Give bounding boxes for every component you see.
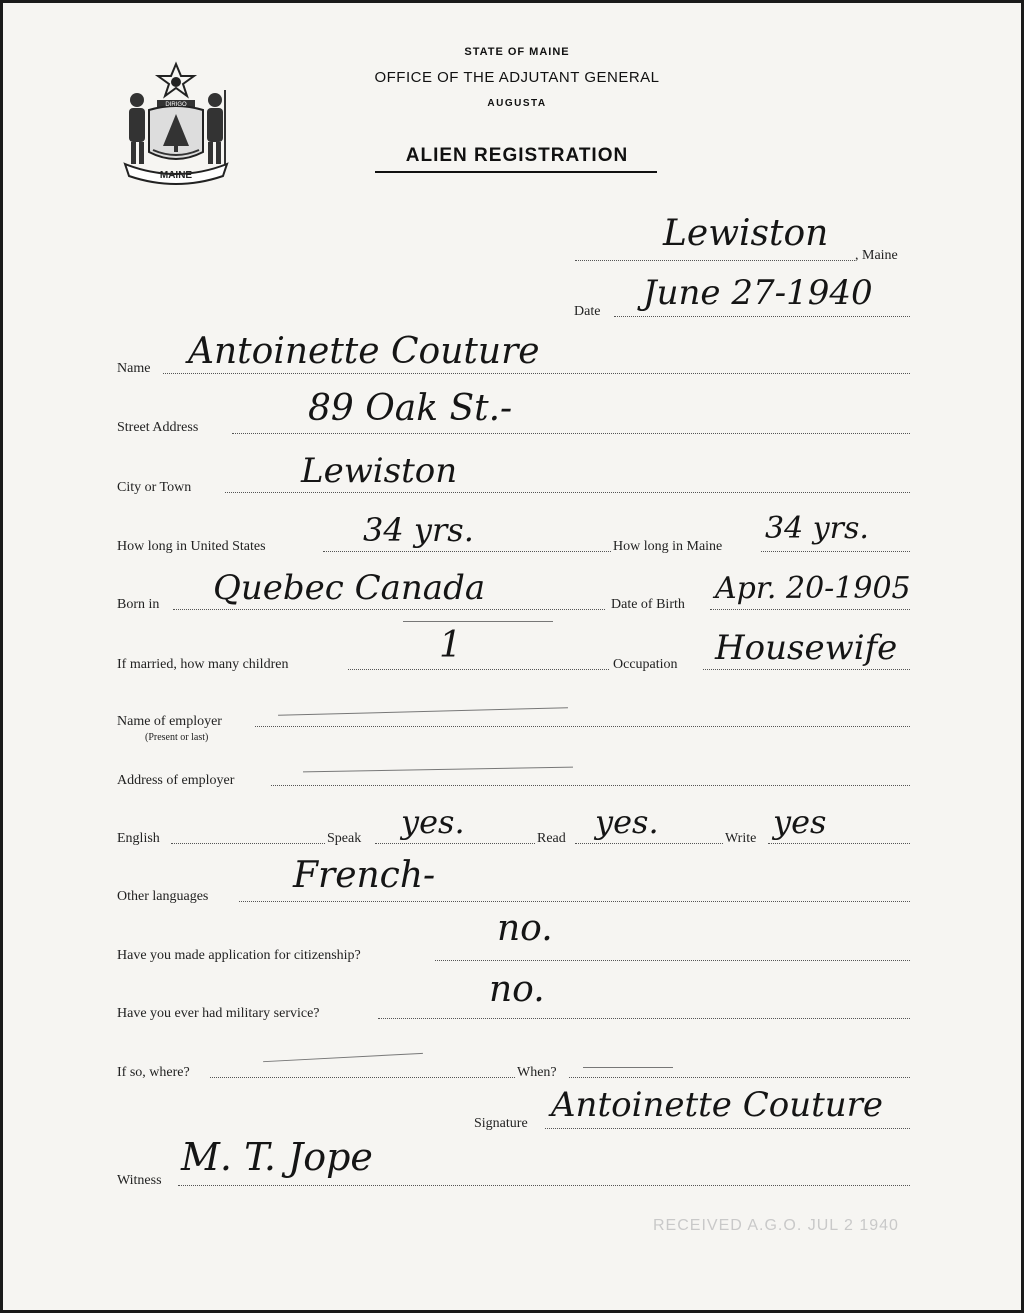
children-line [348, 669, 609, 670]
header-city: AUGUSTA [487, 98, 547, 109]
write-line [768, 843, 910, 844]
name-label: Name [117, 361, 151, 376]
employer-dash-stroke [278, 707, 568, 716]
when-dash-stroke [583, 1067, 673, 1068]
how-long-us-value: 34 yrs. [363, 511, 474, 549]
town-value: Lewiston [663, 213, 829, 254]
header-state: STATE OF MAINE [464, 46, 570, 58]
employer-label: Name of employer [117, 714, 222, 729]
street-line [232, 433, 910, 434]
write-label: Write [725, 831, 757, 846]
born-in-line [173, 609, 605, 610]
children-value: 1 [439, 625, 462, 666]
svg-text:MAINE: MAINE [159, 170, 193, 181]
city-label: City or Town [117, 480, 192, 495]
military-label: Have you ever had military service? [117, 1006, 320, 1021]
how-long-us-label: How long in United States [117, 539, 266, 554]
name-value: Antoinette Couture [188, 331, 540, 372]
citizenship-line [435, 960, 910, 961]
born-in-underline-stroke [403, 621, 553, 622]
how-long-maine-value: 34 yrs. [765, 511, 869, 546]
witness-label: Witness [117, 1173, 162, 1188]
english-line [171, 843, 325, 844]
when-line [569, 1077, 910, 1078]
employer-address-label: Address of employer [117, 773, 235, 788]
where-dash-stroke [263, 1053, 423, 1062]
occupation-value: Housewife [715, 628, 898, 668]
employer-address-line [271, 785, 910, 786]
military-value: no. [489, 969, 545, 1010]
title-underline [375, 171, 657, 173]
form-title: ALIEN REGISTRATION [405, 145, 629, 166]
registration-form [3, 3, 1021, 1310]
write-value: yes [773, 803, 827, 841]
where-line [210, 1077, 515, 1078]
town-line [575, 260, 855, 261]
received-stamp: RECEIVED A.G.O. JUL 2 1940 [653, 1217, 899, 1234]
how-long-maine-label: How long in Maine [613, 539, 723, 554]
speak-value: yes. [401, 803, 465, 841]
dob-label: Date of Birth [611, 597, 685, 612]
city-line [225, 492, 910, 493]
born-in-label: Born in [117, 597, 160, 612]
speak-line [375, 843, 535, 844]
english-label: English [117, 831, 160, 846]
citizenship-value: no. [497, 908, 553, 949]
dob-value: Apr. 20-1905 [715, 571, 911, 606]
military-line [378, 1018, 910, 1019]
born-in-value: Quebec Canada [213, 568, 486, 608]
witness-line [178, 1185, 910, 1186]
children-label: If married, how many children [117, 657, 289, 672]
other-languages-label: Other languages [117, 889, 209, 904]
dob-line [710, 609, 910, 610]
how-long-maine-line [761, 551, 910, 552]
other-languages-line [239, 901, 910, 902]
city-value: Lewiston [301, 451, 458, 491]
signature-label: Signature [474, 1116, 528, 1131]
occupation-label: Occupation [613, 657, 678, 672]
citizenship-label: Have you made application for citizenship? [117, 948, 361, 963]
name-line [163, 373, 910, 374]
how-long-us-line [323, 551, 611, 552]
other-languages-value: French- [293, 855, 436, 896]
svg-text:DIRIGO: DIRIGO [165, 102, 187, 108]
where-label: If so, where? [117, 1065, 190, 1080]
witness-value: M. T. Jope [181, 1135, 373, 1179]
maine-label: , Maine [855, 248, 898, 263]
street-value: 89 Oak St.- [308, 388, 513, 429]
signature-value: Antoinette Couture [551, 1085, 884, 1125]
employer-line [255, 726, 910, 727]
signature-line [545, 1128, 910, 1129]
read-value: yes. [595, 803, 659, 841]
speak-label: Speak [327, 831, 362, 846]
employer-address-dash-stroke [303, 767, 573, 773]
occupation-line [703, 669, 910, 670]
read-line [575, 843, 723, 844]
when-label: When? [517, 1065, 557, 1080]
read-label: Read [537, 831, 566, 846]
date-value: June 27-1940 [643, 273, 873, 313]
employer-note: (Present or last) [145, 732, 209, 743]
date-line [614, 316, 910, 317]
street-label: Street Address [117, 420, 199, 435]
header-office: OFFICE OF THE ADJUTANT GENERAL [374, 69, 660, 86]
date-label: Date [574, 304, 601, 319]
